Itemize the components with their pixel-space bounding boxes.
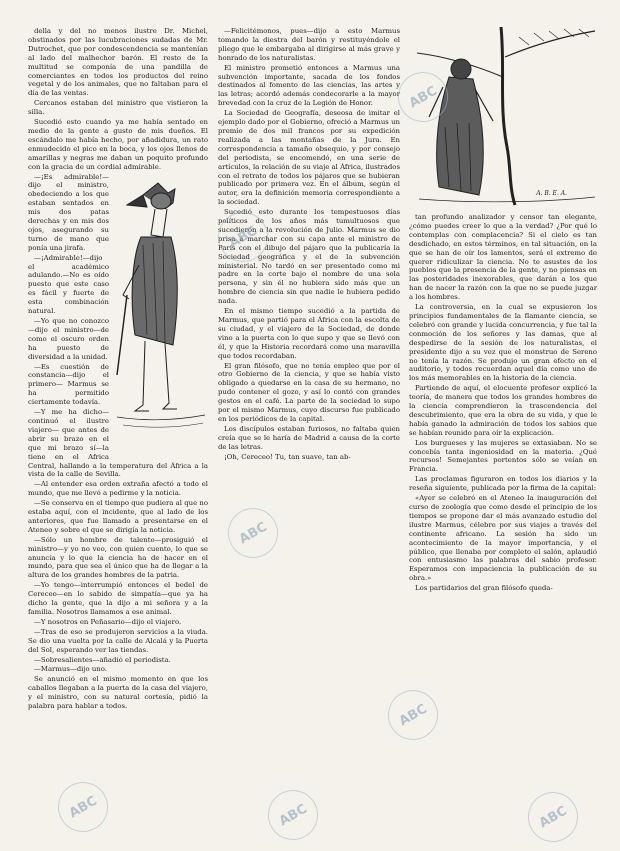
watermark-stamp: ABC (49, 773, 117, 841)
paragraph: Los burgueses y las mujeres se extasiaban. No se concebía tanta ingeniosidad en la materia. ¿Qué recursos! Semejantes portentos sólo se veían en Francia. (409, 438, 597, 474)
paragraph: Los partidarios del gran filósofo queda- (415, 584, 553, 593)
paragraph: —¡Admirable!—dijo el académico adulando.—No es oído puesto que este caso es fácil y fuerte de esta combinación natural. (28, 253, 109, 316)
watermark-stamp: ABC (259, 781, 327, 849)
paragraph: —Yo que no conozco—dijo el ministro—de como el oscuro orden ha puesto de diversidad a la unidad. (28, 317, 109, 361)
paragraph: —Felicitémonos, pues—dijo a esto Marmus tomando la diestra del barón y restituyéndole el pliego que le embargaba al dirigirse al más grave y honrado de los naturalistas. (218, 27, 400, 62)
illustration-bird-man (113, 175, 208, 455)
watermark-stamp: ABC (219, 499, 287, 567)
paragraph: Se anunció en el mismo momento en que los caballos llegaban a la puerta de la casa del viajero, y el ministro, con su natural cortesía, pidió la palabra para hablar a todos. (28, 675, 208, 711)
paragraph: —Y nosotros en Peñasario—dijo el viajero. (34, 617, 182, 626)
paragraph: El ministro prometió entonces a Marmus una subvención importante, sacada de los fondos destinados al fomento de las ciencias, las artes y las letras; acordó además condecorarle a la mayor brevedad con la cruz de la Legión de Honor. (218, 63, 400, 108)
paragraph: Sucedió esto cuando ya me había sentado en medio de la gente a gusto de mis dueños. El escándalo me había hecho, por añadidura, un rato enmudecido el pico en la boca, y los ojos llenos de amarillas y negras me daban un poquito profundo con la gracia de un cordial admirable. (28, 118, 208, 171)
paragraph: Los discípulos estaban furiosos, no faltaba quien creía que se le haría de Madrid a causa de la corte de las letras. (218, 424, 400, 451)
watermark-stamp: ABC (379, 681, 447, 749)
paragraph: En el mismo tiempo sucedió a la partida de Marmus, que partió para el África con la escolta de su ciudad, y el viajero de la Sociedad, de donde vino a la puerta con lo que supo y que se llevó con él, y que la Historia recordará como una maravilla que todos recordaban. (218, 307, 400, 360)
paragraph: —Yo tengo—interrumpió entonces el bedel de Cereceo—en lo sabido de simpatía—que ya ha dicho la gente, que la dijo a mi señora y a la familia. Nosotros llamamos a ese animal. (28, 581, 208, 616)
paragraph: —Al entender esa orden extraña afectó a todo el mundo, que me llevó a pedirme y la noticia. (28, 480, 208, 498)
paragraph: —Sobresalientes—añadió el periodista. (34, 655, 171, 664)
paragraph: —¡Es admirable!—dijo el ministro, obedeciendo a los que estaban sentados en mis dos patas derechas y en mis dos ojos, asegurando su turno de mano que ponía una jirafa. (28, 172, 109, 252)
paragraph: —Tras de eso se produjeron servicios a la viuda. Se dio una vuelta por la calle de Alcalá y la Puerta del Sol, esperando ver las tiendas. (28, 627, 208, 654)
paragraph: Las proclamas figuraron en todos los diarios y la reseña siguiente, publicada por la firma de la capital: (409, 475, 597, 493)
column-1 (28, 27, 208, 712)
paragraph: La controversia, en la cual se expusieron los principios fundamentales de la flamante ciencia, se celebró con grande y lucida concurrencia, y fue tal la conmoción de los señores y las damas, que al despedirse de la sesión de los naturalistas, el presidente dijo a su vez que el monstruo de Sereno no tenía la razón. Se produjo un gran efecto en el auditorio, y todos recuerdan aquel día como uno de los más memorables en la historia de la ciencia. (409, 303, 597, 383)
paragraph: tan profundo analizador y censor tan elegante, ¿cómo puedes creer lo que a la verdad? ¿Por qué lo contemplas con complacencia? Si el cielo es tan desdichado, en estos términos, en tal situación, en la que se han de oír los lamentos, será el extremo de querer ridiculizar la ciencia. No te asustes de los pueblos que la presencia de la gente, y no piensas en las posteridades inexorables, que darán a los que han de nacer la razón con la que no se puede juzgar a los hombres. (409, 213, 597, 302)
paragraph: Sucedió esto durante los tempestuosos días políticos de los años más tumultuosos que sucedieron a la revolución de Julio. Marmus se dio prisa a marchar con su capa ante el ministro de París con el dibujo del pájaro que la publicaría la Sociedad geográfica y el de la subvención ministerial. No tardó en ser presentado como mi padre en la corte bajo el nombre de una sola persona, y sin él no hubiera sido más que un hombre de ciencia sin que nadie le hubiera pedido nada. (218, 208, 400, 306)
watermark-stamp: ABC (209, 203, 277, 271)
bird-man-engraving (113, 175, 208, 455)
paragraph: della y del no menos ilustre Dr. Michel, obstinados por las lucubraciones sudadas de Mr. Dutrochet, que por condescendencia se mantenían al lado del malhechor barón. El resto de la multitud se componía de una pandilla de comerciantes en todos los productos del reino vegetal y de los animales, que no faltaban para el día de las ventas. (28, 27, 208, 98)
paragraph: —Es cuestión de constancia—dijo el primero— Marmus se ha permitido ciertamente todavía. (28, 362, 109, 407)
figure-caption: A. B. E. A. (536, 190, 567, 198)
paragraph: Cercanos estaban del ministro que vistieron la silla. (28, 99, 208, 117)
paragraph: —Marmus—dijo uno. (34, 665, 107, 674)
paragraph: —Sólo un hombre de talento—prosiguió el ministro—y yo no veo, con quien cuento, lo que se anuncia y lo que la ciencia ha de hacer en el mundo, para que sea el único que ha de llegar a la altura de los grandes hombres de la patria. (28, 535, 208, 580)
paragraph: La Sociedad de Geografía, deseosa de imitar el ejemplo dado por el Gobierno, ofreció a Marmus un premio de dos mil francos por su expedición realizada a las montañas de la Jura. En correspondencia a tamaño obsequio, y por consejo del periodista, se encomendó, en una serie de artículos, la relación de su viaje al África, ilustrados con el retrato de todos los pájaros que se hubieran publicado por primera vez. En el álbum, según el autor, era la definición memoria correspondiente a la sociedad. (218, 109, 400, 207)
watermark-stamp: ABC (519, 783, 587, 851)
paragraph: —Y me ha dicho—continuó el ilustre viajero— que antes de abrir su brazo en el que mi brazo sí—la tiene en el Africa Central, hallando a la temperatura del África a la vista de la calle de Sevilla. (28, 408, 208, 479)
paragraph: Partiendo de aquí, el elocuente profesor explicó la teoría, de manera que todos los grandes hombres de la ciencia comprendieron la trascendencia del descubrimiento, que era la obra de su vida, y que le había ganado la admiración de todos los sabios que se habían reunido para oír la explicación. (409, 384, 597, 437)
watermark-stamp: ABC (389, 63, 457, 131)
paragraph: El gran filósofo, que no tenía empleo que por el otro Gobierno de la ciencia, y que se había visto obligado a quedarse en la casa de su hermano, no pudo contener el gozo, y así lo contó con grandes gestos en el café. La parte de la sociedad lo supo por el mismo Marmus, cuyo discurso fue publicado en los periódicos de la capital. (218, 361, 400, 423)
paragraph: «Ayer se celebró en el Ateneo la inauguración del curso de zoología que como desde el principio de los tiempos se propone dar el más avanzado estudio del ilustre Marmus, célebre por sus viajes a través del continente africano. La sesión ha sido un acontecimiento de la mayor importancia, y el público, que llenaba por completo el salón, aplaudió con entusiasmo las palabras del sabio profesor. Esperamos con impaciencia la publicación de su obra.» (409, 494, 597, 583)
paragraph: —Se conserva en el tiempo que pudiera al que no estaba aquí, con el incidente, que al lado de los anteriores, que fue llamado a presentarse en el Ateneo y sobre el que se dirigía la noticia. (28, 499, 208, 534)
paragraph: ¡Oh, Cereceo! Tu, tan suave, tan ab- (224, 452, 351, 461)
